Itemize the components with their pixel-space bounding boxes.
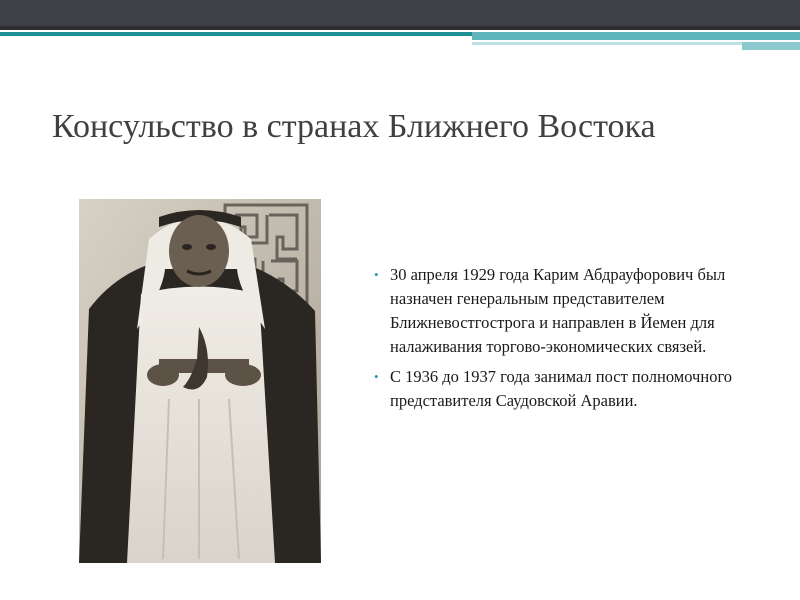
bullet-item [374, 365, 734, 413]
accent-line-dark [0, 32, 472, 36]
accent-line-short [742, 42, 800, 50]
portrait-photo [79, 199, 321, 563]
bullet-dot-icon: • [374, 369, 379, 384]
slide-title: Консульство в странах Ближнего Востока [52, 108, 656, 145]
header-band [0, 0, 800, 26]
bullet-item [374, 263, 734, 359]
accent-line-light [472, 42, 742, 45]
bullet-text: С 1936 до 1937 года занимал пост полномочного представителя Саудовской Аравии. [390, 367, 733, 410]
bullet-list [374, 263, 734, 419]
portrait-image [79, 199, 321, 563]
header-band-shadow [0, 26, 800, 30]
bullet-dot-icon: • [374, 267, 379, 282]
bullet-text: 30 апреля 1929 года Карим Абдрауфорович был назначен генеральным представителем Ближневостгострога и направлен в Йемен для налаживания торгово-экономических связей. [390, 265, 726, 356]
accent-line-medium [472, 32, 800, 40]
